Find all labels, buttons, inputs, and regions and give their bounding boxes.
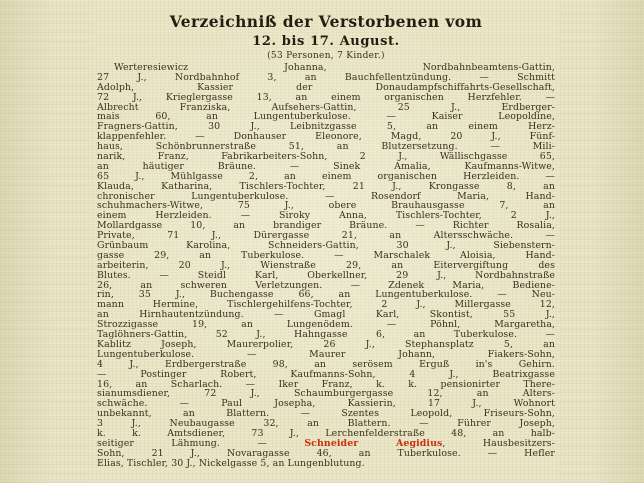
body-line: 4 J., Erdbergerstraße 98, an serösem Erguß in's Gehirn. <box>97 358 555 370</box>
body-line: 27 J., Nordbahnhof 3, an Bauchfellentzündung. — Schmitt <box>97 71 555 83</box>
body-line: einem Herzleiden. — Siroky Anna, Tischlers-Tochter, 2 J., <box>97 210 555 222</box>
body-line: Fragners-Gattin, 30 J., Leibnitzgasse 5, an einem Herz- <box>97 121 555 133</box>
body-line: sianumsdiener, 72 J., Schaumburgergasse 12, an Alters- <box>97 388 555 400</box>
obituary-article <box>97 0 555 483</box>
body-line: an häutiger Bräune. — Sinek Amalia, Kaufmanns-Witwe, <box>97 160 555 172</box>
article-title-line1: Verzeichniß der Verstorbenen vom <box>169 12 483 31</box>
body-line: 65 J., Mühlgasse 2, an einem organischen Herzleiden. — <box>97 170 555 182</box>
body-line: an Hirnhautentzündung. — Gmagl Karl, Skontist, 55 J., <box>97 309 555 321</box>
article-title-line2: 12. bis 17. August. <box>252 34 400 49</box>
body-line: Mollardgasse 10, an brandiger Bräune. — Richter Rosalia, <box>97 220 555 232</box>
body-line: — Postinger Robert, Kaufmanns-Sohn, 4 J., Beatrixgasse <box>97 368 555 380</box>
body-line: gasse 29, an Tuberkulose. — Marschalek Aloisia, Hand- <box>97 249 555 261</box>
body-line: Klauda, Katharina, Tischlers-Tochter, 21 J., Krongasse 8, an <box>97 180 555 192</box>
body-line: Strozzigasse 19, an Lungenödem. — Pöhnl, Margaretha, <box>97 319 555 331</box>
body-line: unbekannt, an Blattern. — Szentes Leopold, Friseurs-Sohn, <box>97 408 555 420</box>
body-line: 72 J., Krieglergasse 13, an einem organischen Herzfehler. — <box>97 91 555 103</box>
paper-showthrough-left <box>0 0 92 483</box>
body-line: Grünbaum Karolina, Schneiders-Gattin, 30 J., Siebenstern- <box>97 240 555 252</box>
body-line: narik, Franz, Fabrikarbeiters-Sohn, 2 J., Wällischgasse 65, <box>97 151 555 163</box>
article-body <box>97 63 555 469</box>
body-line: Elias, Tischler, 30 J., Nickelgasse 5, an Lungenblutung. <box>97 457 365 469</box>
body-line: seitiger Lähmung. — Schneider Aegidius, Hausbesitzers- <box>97 437 555 449</box>
paper-showthrough-right <box>558 0 644 483</box>
body-line: Kablitz Joseph, Maurerpolier, 26 J., Stephansplatz 5, an <box>97 338 555 350</box>
body-line: schuhmachers-Witwe, 75 J., obere Brauhausgasse 7, an <box>97 200 555 212</box>
body-line: Albrecht Franziska, Aufsehers-Gattin, 25 J., Erdberger- <box>97 101 555 113</box>
body-line: mais 60, an Lungentuberkulose. — Kaiser Leopoldine, <box>97 111 555 123</box>
body-line: Adolph, Kassier der Donaudampfschiffahrts-Gesellschaft, <box>97 81 555 93</box>
body-line: Blutes. — Steidl Karl, Oberkellner, 29 J., Nordbahnstraße <box>97 269 555 281</box>
body-line: rin, 35 J., Buchengasse 66, an Lungentuberkulose. — Neu- <box>97 289 555 301</box>
body-line: Private, 71 J., Dürergasse 21, an Altersschwäche. — <box>97 230 555 242</box>
body-line: mann Hermine, Tischlergehilfens-Tochter, 2 J., Millergasse 12, <box>97 299 555 311</box>
body-line: k. k. Amtsdiener, 73 J., Lerchenfelderstraße 48, an halb- <box>97 427 555 439</box>
article-subtitle: (53 Personen, 7 Kinder.) <box>267 51 385 61</box>
body-line: 16, an Scharlach. — Iker Franz, k. k. pensionirter There- <box>97 378 555 390</box>
body-line: haus, Schönbrunnerstraße 51, an Blutzersetzung. — Mili- <box>97 141 555 153</box>
body-line: klappenfehler. — Donhauser Eleonore, Magd, 20 J., Fünf- <box>97 131 555 143</box>
body-line: 3 J., Neubaugasse 32, an Blattern. — Führer Joseph, <box>97 418 555 430</box>
body-line: schwäche. — Paul Josepha, Kassierin, 17 J., Wohnort <box>97 398 555 410</box>
body-line: Lungentuberkulose. — Maurer Johann, Fiakers-Sohn, <box>97 348 555 360</box>
body-line: Sohn, 21 J., Novaragasse 46, an Tuberkulose. — Hefler <box>97 447 555 459</box>
body-line: Taglöhners-Gattin, 52 J., Hahngasse 6, an Tuberkulose. — <box>97 329 555 341</box>
body-line: Werteresiewicz Johanna, Nordbahnbeamtens-Gattin, <box>114 62 555 73</box>
body-line: 26, an schweren Verletzungen. — Zdenek Maria, Bediene- <box>97 279 555 291</box>
body-line: chronischer Lungentuberkulose. — Rosendorf Maria, Hand- <box>97 190 555 202</box>
body-line: arbeiterin, 20 J., Wienstraße 29, an Eitervergiftung des <box>97 259 555 271</box>
highlighted-name: Schneider Aegidius <box>304 437 443 449</box>
